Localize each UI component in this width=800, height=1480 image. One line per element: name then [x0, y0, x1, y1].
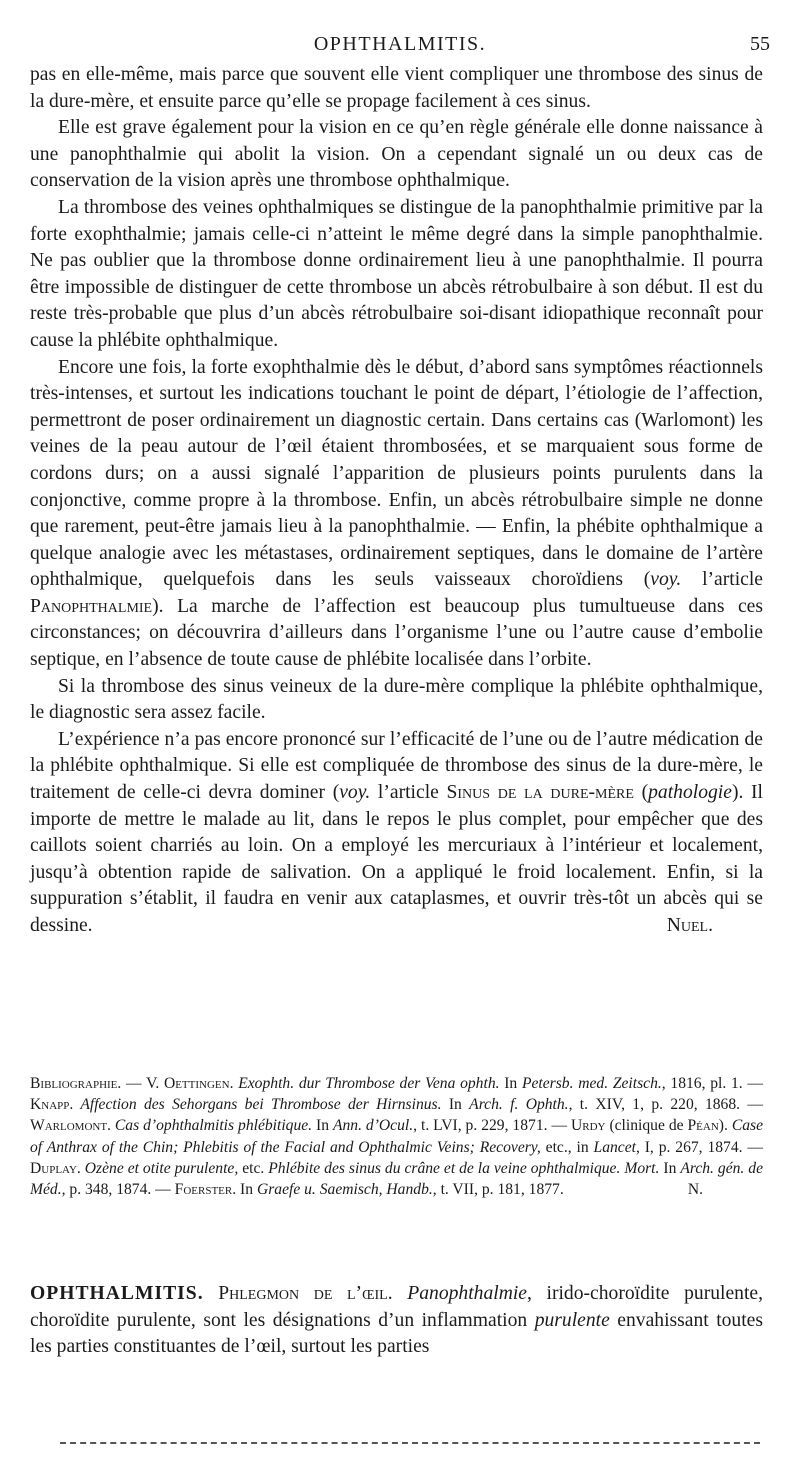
paragraph-4 — [30, 355, 763, 674]
bib-sep: , I, p. 267, 1874. — — [635, 1138, 763, 1156]
bib-title: Phlébite des sinus du crâne et de la veine ophthalmique. Mort. — [268, 1159, 660, 1177]
footer-dashed-rule — [60, 1442, 760, 1444]
bib-sep: etc., in — [540, 1138, 594, 1156]
bib-sep: , t. LVI, p. 229, 1871. — — [413, 1117, 571, 1135]
bib-journal: Lancet — [593, 1138, 636, 1156]
bib-title: Case of Anthrax of the Chin; Phlebitis of the Facial and Ophthalmic Veins; Recovery, — [30, 1117, 763, 1156]
article-text-2: envahissant toutes les parties constituantes de l’œil, surtout les parties — [30, 1309, 763, 1358]
bib-title: Affection des Sehorgans bei Thrombose der Hirnsinus. — [73, 1096, 442, 1114]
bib-sep: , t. XIV, 1, p. 220, 1868. — — [568, 1096, 763, 1114]
bib-sep: In — [441, 1096, 470, 1114]
bibliography — [30, 1073, 763, 1200]
p6-text-a: L’expérience n’a pas encore prononcé sur l’efficacité de l’une ou de l’autre médication de la phlébite ophthalmique. Si elle est compliquée de thrombose des sinus de la dure-mère, le traitement de celle-ci devra dominer ( — [30, 728, 763, 804]
bib-sep: In — [659, 1159, 681, 1177]
running-header — [30, 30, 770, 58]
p6-voy: voy. — [339, 782, 371, 804]
author-signature: Nuel. — [666, 915, 713, 936]
bib-sep: In — [312, 1117, 333, 1135]
bib-journal: Ann. d’Ocul. — [332, 1117, 414, 1135]
bib-sep: — V. — [121, 1075, 164, 1092]
paragraph-1: pas en elle-même, mais parce que souvent elle vient compliquer une thrombose des sinus de la dure-mère, et ensuite parce qu’elle se propage facilement à ces sinus. — [30, 64, 763, 112]
p4-text-b: l’article — [681, 569, 763, 591]
paragraph-5: Si la thrombose des sinus veineux de la dure-mère complique la phlébite ophthalmique, le diagnostic sera assez facile. — [30, 675, 763, 724]
bib-title: Ozène et otite purulente, — [80, 1159, 239, 1177]
bib-author: Oettingen. — [163, 1075, 234, 1092]
paragraph-3: La thrombose des veines ophthalmiques se distingue de la panophthalmie primitive par la forte exophthalmie; jamais celle-ci n’atteint le même degré dans la simple panophthalmie. Ne pas oublier que la thrombose donne ordinairement lieu à une panophthalmie. Il pourra être impossible de distinguer de cette thrombose un abcès rétrobulbaire à son début. Il est du reste très-probable que plus d’un abcès rétrobulbaire soi-disant idiopathique reconnaît pour cause la phlébite ophthalmique. — [30, 196, 763, 351]
paragraph-6 — [30, 727, 763, 940]
bib-journal: Arch. gén. de Méd. — [30, 1159, 763, 1199]
bib-sep: (clinique de — [605, 1117, 688, 1135]
bib-author: Warlomont. — [30, 1117, 111, 1135]
bib-title: Cas d’ophthalmitis phlébitique. — [110, 1117, 313, 1135]
bib-sep: , 1816, pl. 1. — — [661, 1075, 763, 1092]
bib-author: Urdy — [571, 1117, 606, 1135]
p6-text-d: ). Il importe de mettre le malade au lit, dans le repos le plus complet, pour empêcher que des caillots soient charriés au loin. On a employé les mercuriaux à l’intérieur et localement, jusqu’à obtention rapide de salivation. On a appliqué le froid localement. Enfin, si la suppuration s’établit, il faudra en venir aux cataplasmes, et ouvrir très-tôt un abcès qui se dessine. — [30, 782, 763, 936]
main-text — [30, 62, 763, 940]
article-subtitle: Phlegmon de l’œil. — [218, 1283, 393, 1304]
article-headword: OPHTHALMITIS. — [30, 1283, 204, 1304]
bib-sep: In — [236, 1181, 257, 1199]
bib-sep: etc. — [238, 1159, 269, 1177]
article-term-purulente: purulente — [534, 1309, 610, 1331]
bib-journal: Arch. f. Ophth. — [469, 1096, 569, 1114]
bib-sep: , p. 348, 1874. — — [61, 1181, 175, 1199]
running-title: OPHTHALMITIS. — [313, 33, 487, 55]
bib-sep: In — [499, 1075, 522, 1092]
article-ophthalmitis — [30, 1281, 763, 1361]
bib-journal: Graefe u. Saemisch, Handb. — [256, 1181, 433, 1199]
bib-sep: ). — [718, 1117, 732, 1135]
bib-author: Knapp. — [30, 1096, 74, 1114]
bibliography-label: Bibliographie. — [30, 1075, 122, 1092]
page-number: 55 — [750, 33, 770, 55]
p4-voy: voy. — [650, 569, 682, 591]
article-term-panophthalmie: Panophthalmie — [407, 1283, 527, 1304]
bib-title: Exophth. dur Thrombose der Vena ophth. — [233, 1075, 500, 1092]
p6-pathologie: pathologie — [648, 782, 732, 804]
p6-ref-sinus: Sinus de la dure-mère — [446, 782, 634, 804]
article-text-1: , irido-choroïdite purulente, choroïdite purulente, sont les désignations d’un inflammation — [30, 1283, 763, 1331]
bib-author: Péan — [687, 1117, 719, 1135]
paragraph-2: Elle est grave également pour la vision en ce qu’en règle générale elle donne naissance à une panophthalmie qui abolit la vision. On a cependant signalé un ou deux cas de conservation de la vision après une thrombose ophthalmique. — [30, 117, 763, 192]
p4-ref-panophthalmie: Panophthalmie — [30, 595, 153, 617]
bib-author: Duplay. — [30, 1159, 81, 1177]
p4-text-c: ). La marche de l’affection est beaucoup plus tumultueuse dans ces circonstances; on découvrira d’ailleurs dans l’organisme l’une ou l’autre cause d’embolie septique, en l’absence de toute cause de phlébite localisée dans l’orbite. — [30, 595, 763, 671]
p4-text-a: Encore une fois, la forte exophthalmie dès le début, d’abord sans symptômes réactionnels très-intenses, et surtout les indications touchant le point de départ, l’étiologie de l’affection, permettront de poser ordinairement un diagnostic certain. Dans certains cas (Warlomont) les veines de la peau autour de l’œil étaient thrombosées, et se marquaient sous forme de cordons durs; on a aussi signalé l’apparition de plusieurs points purulents dans la conjonctive, comme propre à la thrombose. Enfin, un abcès rétrobulbaire simple ne donne que rarement, peut-être jamais lieu à la panophthalmie. — Enfin, la phébite ophthalmique a quelque analogie avec les métastases, ordinairement septiques, dans le domaine de l’artère ophthalmique, quelquefois dans les seuls vaisseaux choroïdiens ( — [30, 356, 763, 591]
p6-text-c: ( — [633, 782, 649, 804]
p6-text-b: l’article — [370, 782, 447, 804]
bib-sep: , t. VII, p. 181, 1877. — [432, 1181, 564, 1199]
bib-journal: Petersb. med. Zeitsch. — [521, 1075, 662, 1092]
bib-author: Foerster. — [174, 1181, 237, 1199]
bibliography-signature: N. — [687, 1181, 703, 1199]
